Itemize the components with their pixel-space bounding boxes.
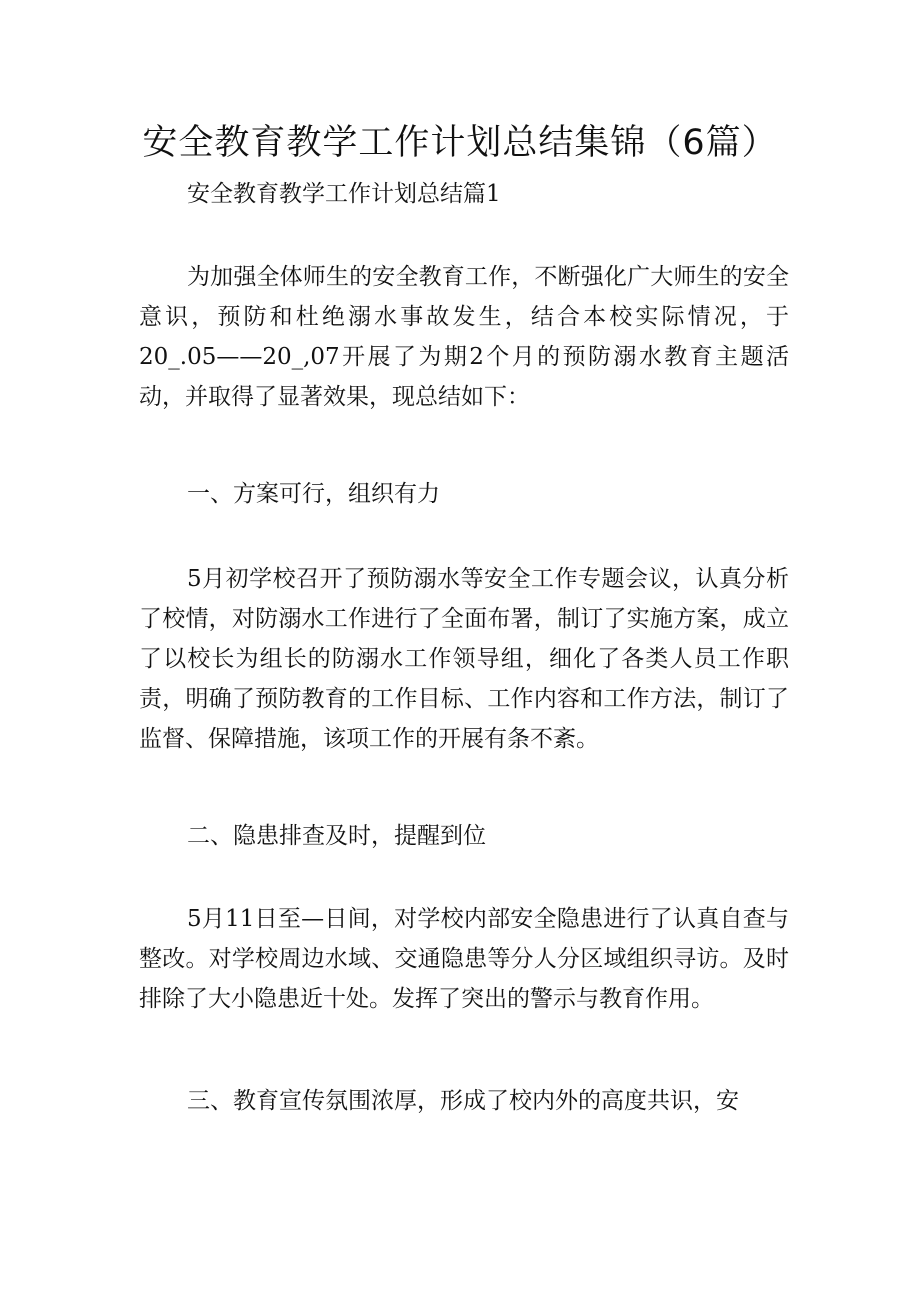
paragraph-intro: 为加强全体师生的安全教育工作，不断强化广大师生的安全意识，预防和杜绝溺水事故发生，结合本校实际情况，于20_.05——20_,07开展了为期2个月的预防溺水教育主题活动，并取得了显著效果，现总结如下： bbox=[139, 264, 789, 410]
section-heading-1: 一、方案可行，组织有力 bbox=[187, 481, 440, 507]
paragraph-section-1: 5月初学校召开了预防溺水等安全工作专题会议，认真分析了校情，对防溺水工作进行了全面布署，制订了实施方案，成立了以校长为组长的防溺水工作领导组，细化了各类人员工作职责，明确了预防教育的工作目标、工作内容和工作方法，制订了监督、保障措施，该项工作的开展有条不紊。 bbox=[139, 566, 789, 752]
section-heading-2: 二、隐患排查及时，提醒到位 bbox=[187, 823, 486, 849]
paragraph-section-2: 5月11日至—日间，对学校内部安全隐患进行了认真自查与整改。对学校周边水域、交通隐患等分人分区域组织寻访。及时排除了大小隐患近十处。发挥了突出的警示与教育作用。 bbox=[139, 906, 789, 1012]
document-subtitle: 安全教育教学工作计划总结篇1 bbox=[187, 181, 501, 207]
section-heading-3: 三、教育宣传氛围浓厚，形成了校内外的高度共识，安 bbox=[187, 1088, 739, 1114]
document-title: 安全教育教学工作计划总结集锦（6篇） bbox=[142, 123, 778, 163]
